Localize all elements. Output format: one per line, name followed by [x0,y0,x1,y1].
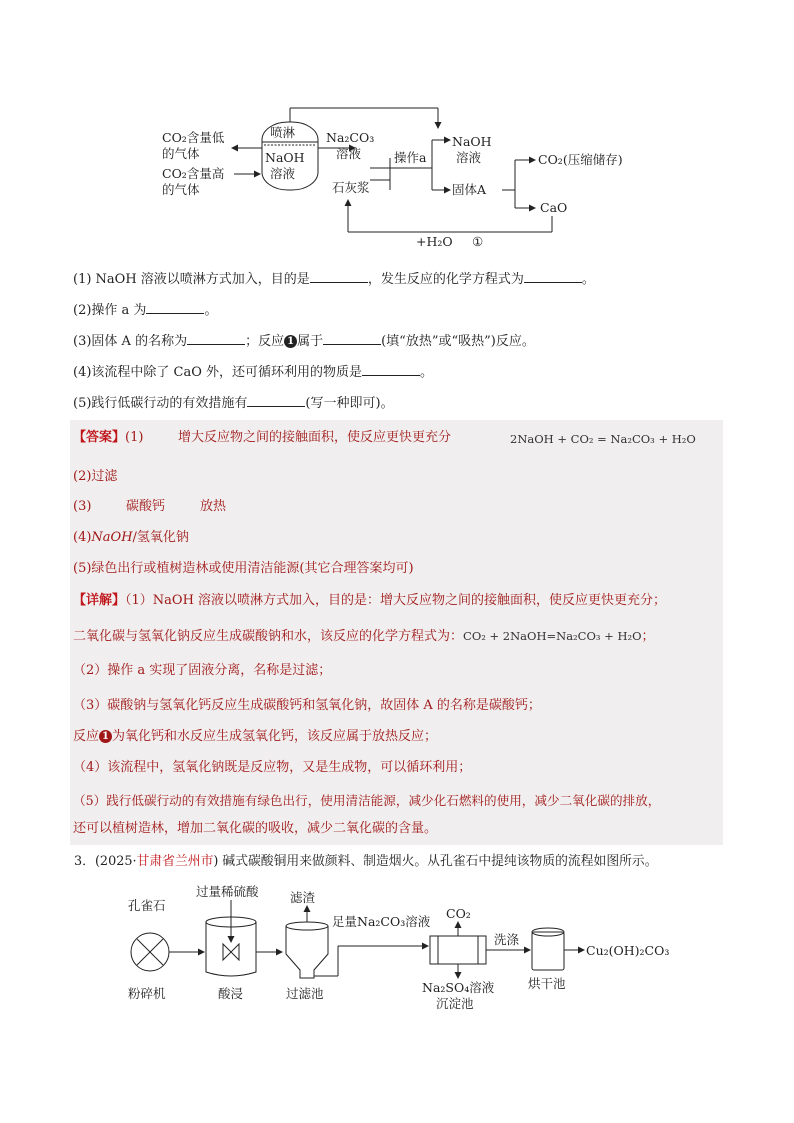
co2-gas-label: CO₂ [446,906,471,921]
circled-one-icon: 1 [99,730,112,743]
left-low-gas-l2: 的气体 [162,146,200,161]
detail-line-5: 反应 1 为氧化钙和水反应生成氢氧化钙，该反应属于放热反应； [73,729,438,744]
answer-line-5: (5)绿色出行或植树造林或使用清洁能源(其它合理答案均可) [73,561,414,576]
answer-3-heat: 放热 [200,499,227,514]
detail-line-3: （2）操作 a 实现了固液分离，名称是过滤； [73,663,332,678]
question-1: (1) NaOH 溶液以喷淋方式加入，目的是 ，发生反应的化学方程式为 。 [73,272,595,287]
left-high-gas-l2: 的气体 [162,182,200,197]
circled-one-icon: 1 [284,335,297,348]
co2-store-label: CO₂(压缩储存) [538,152,623,167]
detail-line-1: 【详解】（1）NaOH 溶液以喷淋方式加入，目的是：增大反应物之间的接触面积，使反应更快更充分； [73,593,667,608]
answer-line-4: (4)NaOH/氢氧化钠 [73,530,189,545]
product-label: Cu₂(OH)₂CO₃ [586,943,670,958]
tower-naoh-l1: NaOH [265,150,305,165]
answer-blank [310,270,368,283]
water-label: +H₂O [416,234,453,249]
crusher-label: 粉碎机 [128,986,166,1001]
reaction-mark: ① [472,234,484,249]
answer-blank [146,301,204,314]
na2so4-label: Na₂SO₄溶液 [422,980,495,995]
operation-a-label: 操作a [394,150,427,165]
na2co3-l1: Na₂CO₃ [326,130,375,145]
co2-capture-flow-diagram [150,100,650,250]
answer-1-equation: 2NaOH + CO₂ = Na₂CO₃ + H₂O [510,432,696,446]
left-high-gas-l1: CO₂含量高 [162,166,225,181]
detail-line-2: 二氧化碳与氢氧化钠反应生成碳酸钠和水，该反应的化学方程式为：CO₂ + 2NaOH=Na₂CO₃ + H₂O； [73,629,655,644]
dryer-icon [532,932,564,970]
question-5: (5)践行低碳行动的有效措施有 (写一种即可)。 [73,396,394,411]
answer-line-1: 【答案】(1) [73,430,144,445]
answer-blank [187,332,245,345]
question-3: (3)固体 A 的名称为 ；反应 1 属于 (填“放热”或“吸热”)反应。 [73,334,535,349]
filter-label: 过滤池 [286,986,324,1001]
detail-line-6: （4）该流程中，氢氧化钠既是反应物，又是生成物，可以循环利用； [73,760,472,775]
malachite-label: 孔雀石 [128,898,166,913]
acid-label: 过量稀硫酸 [196,884,259,899]
na2co3-l2: 溶液 [336,146,362,161]
answer-line-2: (2)过滤 [73,469,118,484]
answer-1-text: 增大反应物之间的接触面积，使反应更快更充分 [178,430,452,445]
naoh-out-l1: NaOH [452,134,492,149]
answer-blank [524,270,582,283]
detail-line-7: （5）践行低碳行动的有效措施有绿色出行，使用清洁能源，减少化石燃料的使用，减少二氧化碳的排放， [73,793,661,808]
answer-line-3: (3) [73,499,92,514]
question-3-stem: 3．(2025·甘肃省兰州市) 碱式碳酸铜用来做颜料、制造烟火。从孔雀石中提纯该物质的流程如图所示。 [74,854,658,869]
settle-label: 沉淀池 [436,996,474,1011]
dryer-label: 烘干池 [528,976,566,991]
naoh-out-l2: 溶液 [456,150,482,165]
residue-label: 滤渣 [290,890,316,905]
malachite-purification-flow-diagram [110,880,690,1020]
detail-line-4: （3）碳酸钠与氢氧化钙反应生成碳酸钙和氢氧化钠，故固体 A 的名称是碳酸钙； [73,698,541,713]
question-2: (2)操作 a 为 。 [73,303,218,318]
slaked-lime-label: 石灰浆 [332,180,370,195]
wash-label: 洗涤 [494,932,520,947]
answer-blank [362,363,420,376]
leach-label: 酸浸 [218,986,244,1001]
cao-label: CaO [540,200,568,215]
solid-a-label: 固体A [452,182,487,197]
detail-line-8: 还可以植树造林，增加二氧化碳的吸收，减少二氧化碳的含量。 [73,821,438,836]
question-4: (4)该流程中除了 CaO 外，还可循环利用的物质是 。 [73,365,434,380]
filter-tank-icon [286,926,328,978]
answer-blank [323,332,381,345]
answer-blank [247,394,305,407]
answer-3-name: 碳酸钙 [126,499,166,514]
tower-spray-label: 喷淋 [270,125,296,140]
na2co3-reagent-label: 足量Na₂CO₃溶液 [332,914,431,929]
left-low-gas-l1: CO₂含量低 [162,130,225,145]
tower-naoh-l2: 溶液 [270,166,296,181]
